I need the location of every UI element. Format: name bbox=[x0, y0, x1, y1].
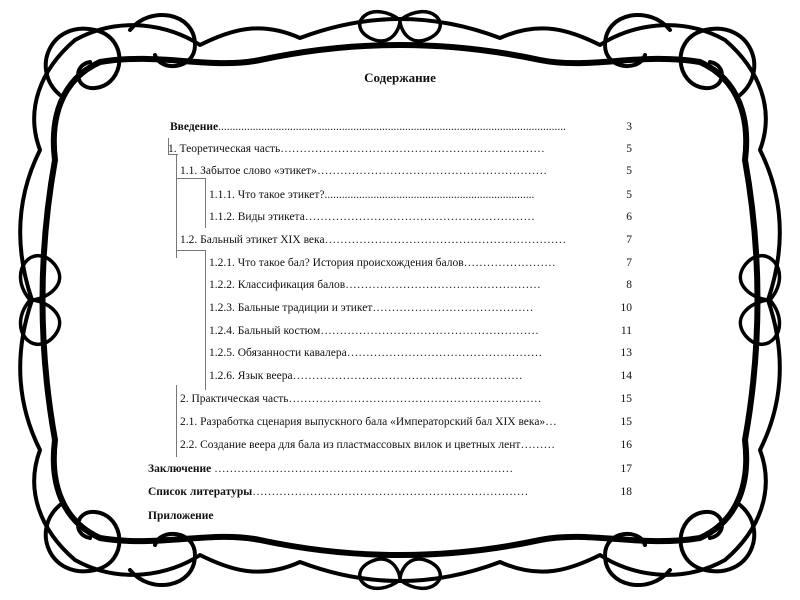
toc-entry-title: 1.2.3. Бальные традиции и этикет…………………………………… bbox=[209, 302, 534, 314]
toc-entry-leader: …………………………………………………… bbox=[304, 211, 535, 223]
outline-bracket-level3a bbox=[205, 178, 206, 228]
toc-entry[interactable] bbox=[148, 459, 632, 479]
toc-entry[interactable] bbox=[209, 207, 632, 227]
toc-entry-page: 15 bbox=[620, 393, 632, 405]
toc-entry-title: 1.2.6. Язык веера…………………………………………………… bbox=[209, 370, 523, 382]
toc-entry-page: 7 bbox=[626, 257, 632, 269]
toc-entry-leader: … bbox=[545, 416, 557, 428]
toc-entry-title: 1.2. Бальный этикет XIX века……………………………………………………… bbox=[180, 234, 567, 246]
toc-entry-title: 1.2.4. Бальный костюм………………………………………………… bbox=[209, 325, 539, 337]
toc-entry-leader: ......................................................................................................................... bbox=[218, 121, 566, 133]
toc-entry-page: 15 bbox=[620, 416, 632, 428]
frame-loop-top bbox=[360, 12, 440, 41]
toc-entry-leader: …………………………………………………… bbox=[316, 165, 547, 177]
toc-entry-title: 1.1.2. Виды этикета…………………………………………………… bbox=[209, 211, 535, 223]
toc-entry[interactable] bbox=[209, 366, 632, 386]
toc-entry[interactable] bbox=[180, 389, 632, 409]
toc-entry-title: 1.2.1. Что такое бал? История происхождения балов…………………… bbox=[209, 257, 556, 269]
toc-entry-page: 11 bbox=[620, 325, 632, 337]
toc-entry-page: 7 bbox=[626, 234, 632, 246]
toc-entry-title: Заключение …………………………………………………………………… bbox=[148, 463, 514, 475]
toc-entry-leader: ……………………………………………………………… bbox=[252, 486, 529, 498]
toc-entry-title: Приложение bbox=[148, 510, 214, 522]
toc-entry-leader: ......................................................................... bbox=[324, 189, 535, 201]
toc-entry-page: 6 bbox=[626, 211, 632, 223]
toc-entry-page: 13 bbox=[620, 347, 632, 359]
toc-entry[interactable] bbox=[148, 506, 632, 526]
toc-entry[interactable] bbox=[180, 435, 632, 455]
toc-entry-leader: …………………………………… bbox=[372, 302, 534, 314]
toc-entry-title: 1.1.1. Что такое этикет?......................................................................... bbox=[209, 189, 535, 201]
toc-entry-leader: …………………………………………………… bbox=[292, 370, 523, 382]
toc-entry-leader: …………………………………………… bbox=[346, 347, 543, 359]
toc-entry-title: Список литературы……………………………………………………………… bbox=[148, 486, 529, 498]
toc-entry-leader: ………………………………………………………… bbox=[288, 393, 542, 405]
toc-entry-title: Введение......................................................................................................................... bbox=[170, 121, 566, 133]
frame-loop-left bbox=[20, 256, 59, 345]
toc-entry-leader: ………………………………………………… bbox=[320, 325, 539, 337]
page-title: Содержание bbox=[364, 70, 436, 85]
outline-bracket-level3b bbox=[205, 250, 206, 390]
toc-entry-leader: ……………………………………………………… bbox=[324, 234, 567, 246]
toc-entry-title: 1.2.5. Обязанности кавалера…………………………………………… bbox=[209, 347, 543, 359]
toc-entry-page: 5 bbox=[626, 165, 632, 177]
toc-entry-page: 3 bbox=[626, 121, 632, 133]
toc-entry-title: 1. Теоретическая часть…………………………………………………………… bbox=[168, 143, 545, 155]
frame-loop-bottom bbox=[360, 559, 440, 588]
toc-entry-title: 1.1. Забытое слово «этикет»…………………………………………………… bbox=[180, 165, 547, 177]
toc-entry-title: 1.2.2. Классификация балов…………………………………………… bbox=[209, 279, 541, 291]
toc-entry-page: 17 bbox=[620, 463, 632, 475]
toc-entry[interactable] bbox=[180, 412, 632, 432]
outline-tick bbox=[177, 250, 205, 251]
toc-entry-leader: …………………………………………………………………… bbox=[211, 463, 514, 475]
toc-entry-page: 5 bbox=[626, 189, 632, 201]
toc-entry-leader: …………………………………………………………… bbox=[280, 143, 545, 155]
toc-entry[interactable] bbox=[209, 321, 632, 341]
toc-entry-leader: …………………… bbox=[463, 257, 556, 269]
toc-entry[interactable] bbox=[180, 161, 632, 181]
toc-entry-page: 8 bbox=[626, 279, 632, 291]
toc-entry[interactable] bbox=[168, 139, 632, 159]
frame-loop-right bbox=[740, 256, 779, 345]
toc-entry[interactable] bbox=[209, 253, 632, 273]
toc-entry-page: 18 bbox=[620, 486, 632, 498]
toc-entry[interactable] bbox=[209, 275, 632, 295]
outline-bracket-level2b bbox=[176, 385, 177, 457]
toc-entry-page: 10 bbox=[620, 302, 632, 314]
toc-entry-title: 2. Практическая часть………………………………………………………… bbox=[180, 393, 542, 405]
toc-entry[interactable] bbox=[209, 298, 632, 318]
toc-entry[interactable] bbox=[148, 482, 632, 502]
toc-entry-title: 2.2. Создание веера для бала из пластмассовых вилок и цветных лент……… bbox=[180, 439, 555, 451]
toc-entry[interactable] bbox=[180, 230, 632, 250]
toc-entry[interactable] bbox=[170, 117, 632, 137]
toc-entry-page: 16 bbox=[620, 439, 632, 451]
toc-entry-page: 14 bbox=[620, 370, 632, 382]
toc-entry-leader: ……… bbox=[520, 439, 555, 451]
outline-bracket-level2 bbox=[176, 155, 177, 258]
toc-entry[interactable] bbox=[209, 185, 632, 205]
toc-entry-leader: …………………………………………… bbox=[345, 279, 541, 291]
toc-entry[interactable] bbox=[209, 343, 632, 363]
toc-entry-title: 2.1. Разработка сценария выпускного бала «Императорский бал XIX века»… bbox=[180, 416, 557, 428]
toc-entry-page: 5 bbox=[626, 143, 632, 155]
